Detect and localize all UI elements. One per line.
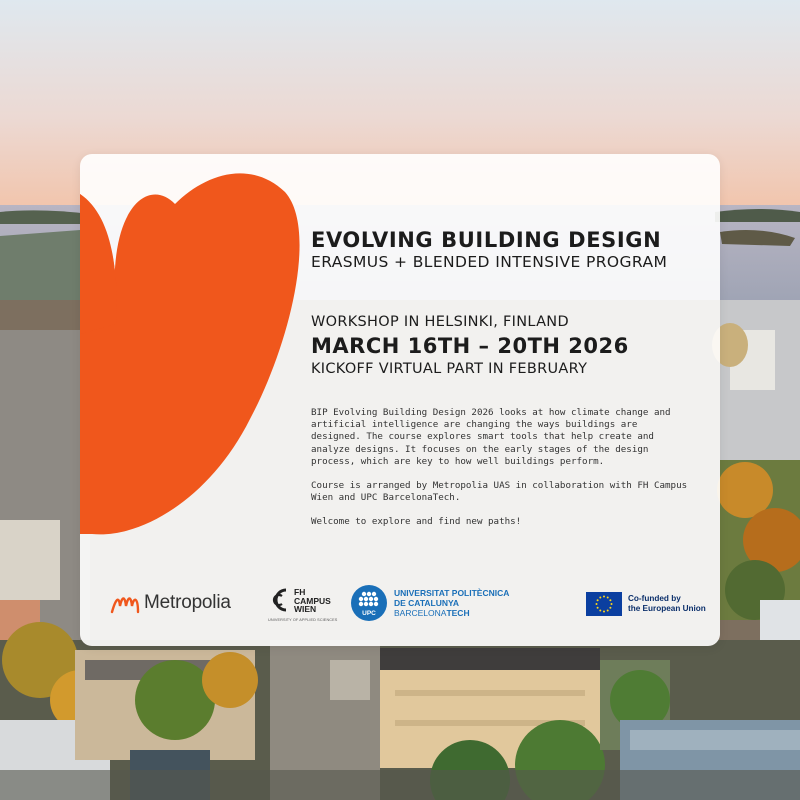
fh-campus-subtitle: UNIVERSITY OF APPLIED SCIENCES	[268, 618, 338, 622]
description-paragraph: Course is arranged by Metropolia UAS in collaboration with FH Campus Wien and UPC BarcelonaTech.	[311, 480, 688, 504]
event-card	[80, 154, 720, 646]
eu-flag-icon	[586, 592, 622, 616]
upc-logo	[351, 585, 509, 621]
eu-label-line: Co-funded by	[628, 594, 681, 603]
upc-label-line: BARCELONA	[394, 608, 447, 618]
metropolia-m-icon	[110, 592, 140, 614]
fh-campus-c-icon	[268, 586, 290, 614]
metropolia-label: Metropolia	[144, 592, 231, 613]
eu-cofunded-logo	[586, 592, 706, 616]
upc-mark-text: UPC	[362, 610, 376, 617]
program-subtitle: ERASMUS + BLENDED INTENSIVE PROGRAM	[311, 253, 668, 271]
partner-logos	[80, 582, 720, 636]
headline-block	[311, 228, 667, 271]
description-paragraph: BIP Evolving Building Design 2026 looks at how climate change and artificial intelligence are changing the ways buildings are designed. The course explores smart tools that help create and analyze designs. It focuses on the early stages of the design process, which are key to how well buildings perform.	[311, 407, 671, 467]
description-paragraph: Welcome to explore and find new paths!	[311, 516, 522, 528]
upc-label-line: TECH	[446, 608, 470, 618]
fh-label-line: WIEN	[294, 604, 317, 614]
eu-label-line: the European Union	[628, 604, 706, 613]
event-dates: MARCH 16TH – 20TH 2026	[311, 334, 629, 358]
kickoff-note: KICKOFF VIRTUAL PART IN FEBRUARY	[311, 361, 588, 377]
program-title: EVOLVING BUILDING DESIGN	[311, 228, 662, 252]
fh-campus-wien-logo	[268, 586, 338, 622]
upc-label-line: DE CATALUNYA	[394, 598, 460, 608]
upc-emblem-icon	[351, 585, 387, 621]
metropolia-logo	[110, 592, 231, 614]
event-details	[311, 314, 629, 377]
fh-label-line: FH	[294, 587, 306, 597]
fh-label-line: CAMPUS	[294, 595, 331, 606]
description	[311, 407, 691, 541]
workshop-location: WORKSHOP IN HELSINKI, FINLAND	[311, 314, 569, 330]
orange-heart-shape	[80, 154, 300, 574]
upc-label-line: UNIVERSITAT POLITÈCNICA	[394, 588, 510, 598]
